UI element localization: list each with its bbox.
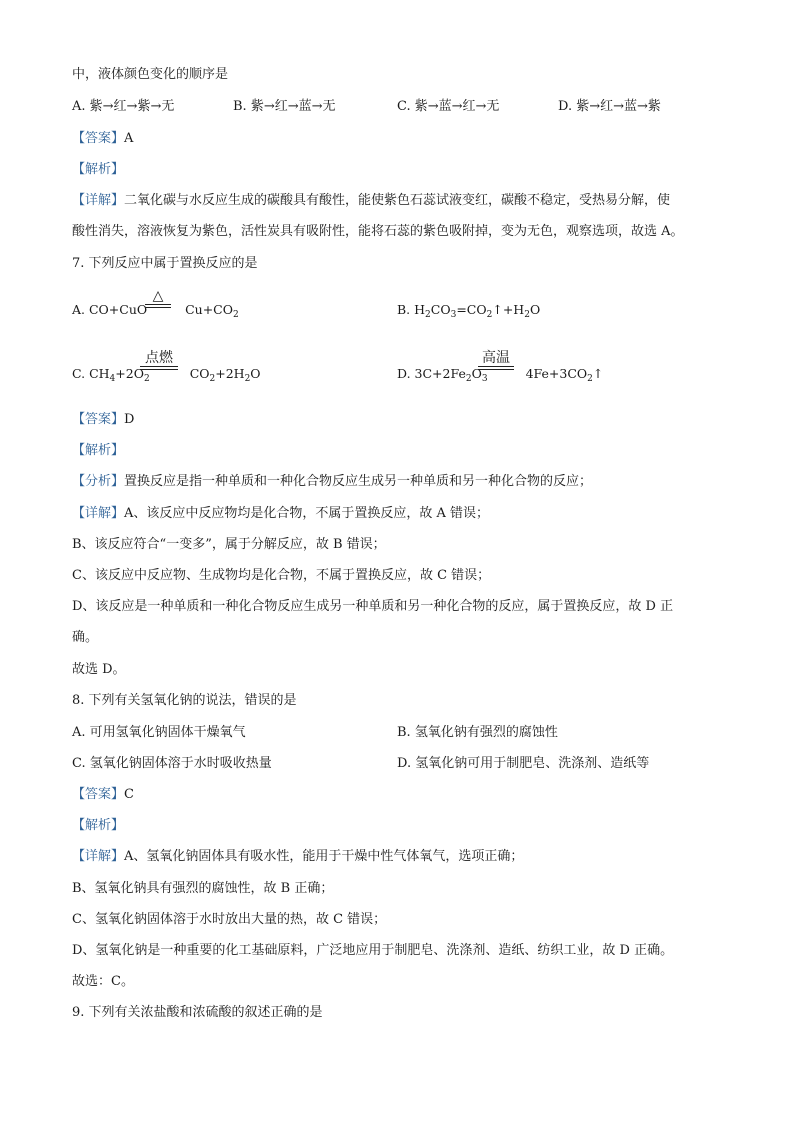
q6-answer bbox=[72, 130, 133, 148]
q7-stem: 7. 下列反应中属于置换反应的是 bbox=[72, 256, 258, 271]
q7-c-condition: 点燃 bbox=[140, 350, 178, 370]
q7-fenxi: 【分析】置换反应是指一种单质和一种化合物反应生成另一种单质和另一种化合物的反应； bbox=[72, 474, 593, 489]
q7-option-a: A. CO+CuO $Cu+CO_2$ bbox=[72, 302, 239, 320]
q7-analysis-tag: 【解析】 bbox=[72, 443, 125, 458]
q8-option-d: D. 氢氧化钠可用于制肥皂、洗涤剂、造纸等 bbox=[397, 756, 650, 771]
q6-stem-end: 中，液体颜色变化的顺序是 bbox=[72, 67, 229, 82]
q8-answer: 【答案】C bbox=[72, 787, 134, 802]
q6-option-a: A. 紫→红→紫→无 bbox=[72, 99, 175, 114]
q7-detail-d1: D、该反应是一种单质和一种化合物反应生成另一种单质和另一种化合物的反应，属于置换反应，故 D 正 bbox=[72, 599, 674, 614]
q8-conclusion: 故选：C。 bbox=[72, 974, 134, 989]
q8-detail-a: 【详解】A、氢氧化钠固体具有吸水性，能用于干燥中性气体氧气，选项正确； bbox=[72, 849, 524, 864]
q9-stem: 9. 下列有关浓盐酸和浓硫酸的叙述正确的是 bbox=[72, 1005, 323, 1020]
detail-tag: 【详解】 bbox=[72, 193, 125, 208]
q6-option-d: D. 紫→红→蓝→紫 bbox=[558, 99, 661, 114]
q8-detail-c: C、氢氧化钠固体溶于水时放出大量的热，故 C 错误； bbox=[72, 912, 387, 927]
q7-detail-b: B、该反应符合“一变多”，属于分解反应，故 B 错误； bbox=[72, 537, 386, 552]
q7-option-b: B. $H_2CO_3=CO_2↑+H_2O$ bbox=[397, 302, 541, 320]
heat-symbol: △ bbox=[152, 288, 164, 304]
q8-detail-b: B、氢氧化钠具有强烈的腐蚀性，故 B 正确； bbox=[72, 881, 334, 896]
q7-option-d: D. $3C+2Fe_2O_3$ $4Fe+3CO_2↑$ bbox=[397, 366, 604, 384]
q6-option-b: B. 紫→红→蓝→无 bbox=[233, 99, 336, 114]
answer-value: A bbox=[124, 131, 134, 146]
q7-answer: 【答案】D bbox=[72, 412, 135, 427]
q7-detail-d2: 确。 bbox=[72, 630, 99, 645]
q8-stem: 8. 下列有关氢氧化钠的说法，错误的是 bbox=[72, 693, 297, 708]
q7-option-c: C. $CH_4+2O_2$ $CO_2+2H_2O$ bbox=[72, 366, 261, 384]
q6-analysis-tag: 【解析】 bbox=[72, 162, 125, 177]
q8-option-b: B. 氢氧化钠有强烈的腐蚀性 bbox=[397, 725, 558, 740]
q8-analysis-tag: 【解析】 bbox=[72, 818, 125, 833]
answer-tag: 【答案】 bbox=[72, 131, 125, 146]
q6-detail-line-2: 酸性消失，溶液恢复为紫色，活性炭具有吸附性，能将石蕊的紫色吸附掉，变为无色，观察选项，故选 A。 bbox=[72, 224, 684, 239]
q6-option-c: C. 紫→蓝→红→无 bbox=[397, 99, 500, 114]
q8-option-a: A. 可用氢氧化钠固体干燥氧气 bbox=[72, 725, 246, 740]
q7-a-condition bbox=[145, 288, 171, 308]
q7-detail-a: 【详解】A、该反应中反应物均是化合物，不属于置换反应，故 A 错误； bbox=[72, 506, 490, 521]
q7-d-condition: 高温 bbox=[478, 350, 514, 370]
q6-detail-line-1: 【详解】二氧化碳与水反应生成的碳酸具有酸性，能使紫色石蕊试液变红，碳酸不稳定，受热易分解，使 bbox=[72, 193, 671, 208]
q8-option-c: C. 氢氧化钠固体溶于水时吸收热量 bbox=[72, 756, 272, 771]
q7-conclusion: 故选 D。 bbox=[72, 662, 126, 677]
q7-detail-c: C、该反应中反应物、生成物均是化合物，不属于置换反应，故 C 错误； bbox=[72, 568, 491, 583]
q8-detail-d: D、氢氧化钠是一种重要的化工基础原料，广泛地应用于制肥皂、洗涤剂、造纸、纺织工业，故 D 正确。 bbox=[72, 943, 674, 958]
